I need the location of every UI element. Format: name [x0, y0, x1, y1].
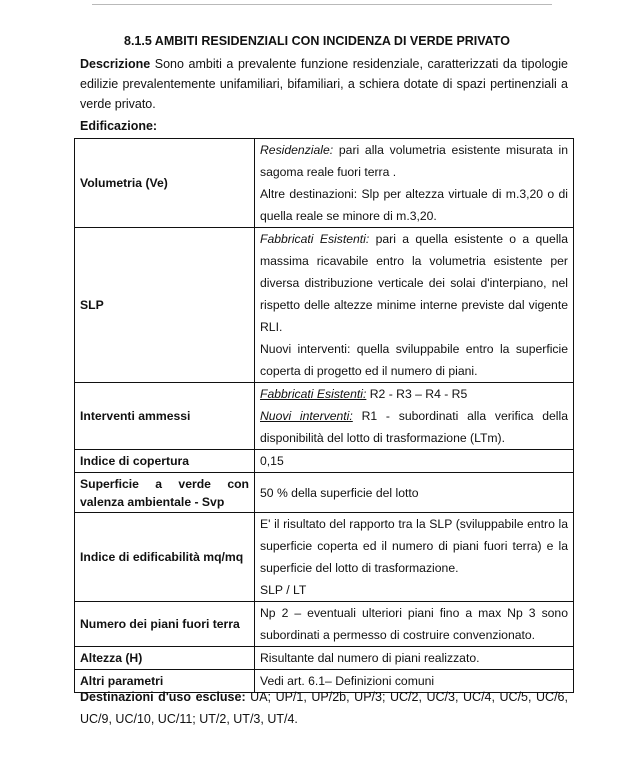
interventi-nuovi-text: R1 - subordinati alla verifica della disponibilità del lotto di trasformazione (LTm).: [260, 409, 568, 445]
interventi-value: [255, 383, 574, 450]
interventi-nuovi-term: Nuovi interventi:: [260, 409, 353, 423]
destinazioni-paragraph: [80, 686, 568, 730]
volumetria-residenziale-term: Residenziale:: [260, 143, 334, 157]
edificabilita-label: Indice di edificabilità mq/mq: [75, 513, 255, 602]
edificabilita-formula: SLP / LT: [260, 583, 307, 597]
volumetria-altre-text: Altre destinazioni: Slp per altezza virtuale di m.3,20 o di quella reale se minore di m.3,20.: [260, 187, 568, 223]
table-row-edificabilita: [75, 513, 574, 602]
description-text: Sono ambiti a prevalente funzione residenziale, caratterizzati da tipologie edilizie prevalentemente unifamiliari, bifamiliari, a schiera dotate di spazi pertinenziali a verde privato.: [80, 57, 568, 111]
table-row-slp: [75, 228, 574, 383]
table-row-superficie-verde: [75, 473, 574, 513]
parameters-table: [74, 138, 574, 693]
table-row-volumetria: [75, 139, 574, 228]
edificabilita-value: [255, 513, 574, 602]
interventi-fabbricati-text: R2 - R3 – R4 - R5: [369, 387, 468, 401]
volumetria-value: [255, 139, 574, 228]
altri-value: Vedi art. 6.1– Definizioni comuni: [255, 670, 574, 693]
description-paragraph: [80, 54, 568, 114]
superficie-verde-label-line1: Superficie a verde con: [80, 476, 249, 491]
altezza-value: Risultante dal numero di piani realizzato.: [255, 647, 574, 670]
volumetria-label: Volumetria (Ve): [75, 139, 255, 228]
header-rule: [92, 4, 552, 5]
interventi-fabbricati-term: Fabbricati Esistenti:: [260, 387, 367, 401]
slp-nuovi-text: Nuovi interventi: quella sviluppabile entro la superficie coperta di progetto ed il numero di piani.: [260, 342, 568, 378]
superficie-verde-label-line2: valenza ambientale - Svp: [80, 494, 225, 509]
copertura-value: 0,15: [255, 450, 574, 473]
slp-value: [255, 228, 574, 383]
table-row-interventi: [75, 383, 574, 450]
volumetria-residenziale-text: pari alla volumetria esistente misurata in sagoma reale fuori terra .: [260, 143, 568, 179]
description-label: Descrizione: [80, 57, 151, 71]
interventi-label: Interventi ammessi: [75, 383, 255, 450]
section-title: 8.1.5 AMBITI RESIDENZIALI CON INCIDENZA DI VERDE PRIVATO: [124, 34, 510, 48]
superficie-verde-value: 50 % della superficie del lotto: [255, 473, 574, 513]
edificabilita-text: E' il risultato del rapporto tra la SLP (sviluppabile entro la superficie coperta ed il numero di piani fuori terra) e la superficie del lotto di trasformazione.: [260, 517, 568, 575]
piani-value: Np 2 – eventuali ulteriori piani fino a max Np 3 sono subordinati a permesso di costruire convenzionato.: [255, 602, 574, 647]
piani-label: Numero dei piani fuori terra: [75, 602, 255, 647]
slp-fabbricati-text: pari a quella esistente o a quella massima ricavabile entro la volumetria esistente per diversa distribuzione verticale dei solai d'interpiano, nel rispetto delle altezze minime interne previste dal vigente RLI.: [260, 232, 569, 334]
superficie-verde-label: [75, 473, 255, 513]
slp-label: SLP: [75, 228, 255, 383]
table-row-copertura: [75, 450, 574, 473]
copertura-label: Indice di copertura: [75, 450, 255, 473]
slp-fabbricati-term: Fabbricati Esistenti:: [260, 232, 370, 246]
table-row-piani: [75, 602, 574, 647]
destinazioni-label: Destinazioni d'uso escluse:: [80, 690, 246, 704]
destinazioni-text: UA; UP/1, UP/2b, UP/3; UC/2, UC/3, UC/4, UC/5, UC/6, UC/9, UC/10, UC/11; UT/2, UT/3, UT/4.: [80, 690, 568, 726]
altezza-label: Altezza (H): [75, 647, 255, 670]
edificazione-heading: Edificazione:: [80, 119, 158, 133]
table-row-altezza: [75, 647, 574, 670]
altri-label: Altri parametri: [75, 670, 255, 693]
